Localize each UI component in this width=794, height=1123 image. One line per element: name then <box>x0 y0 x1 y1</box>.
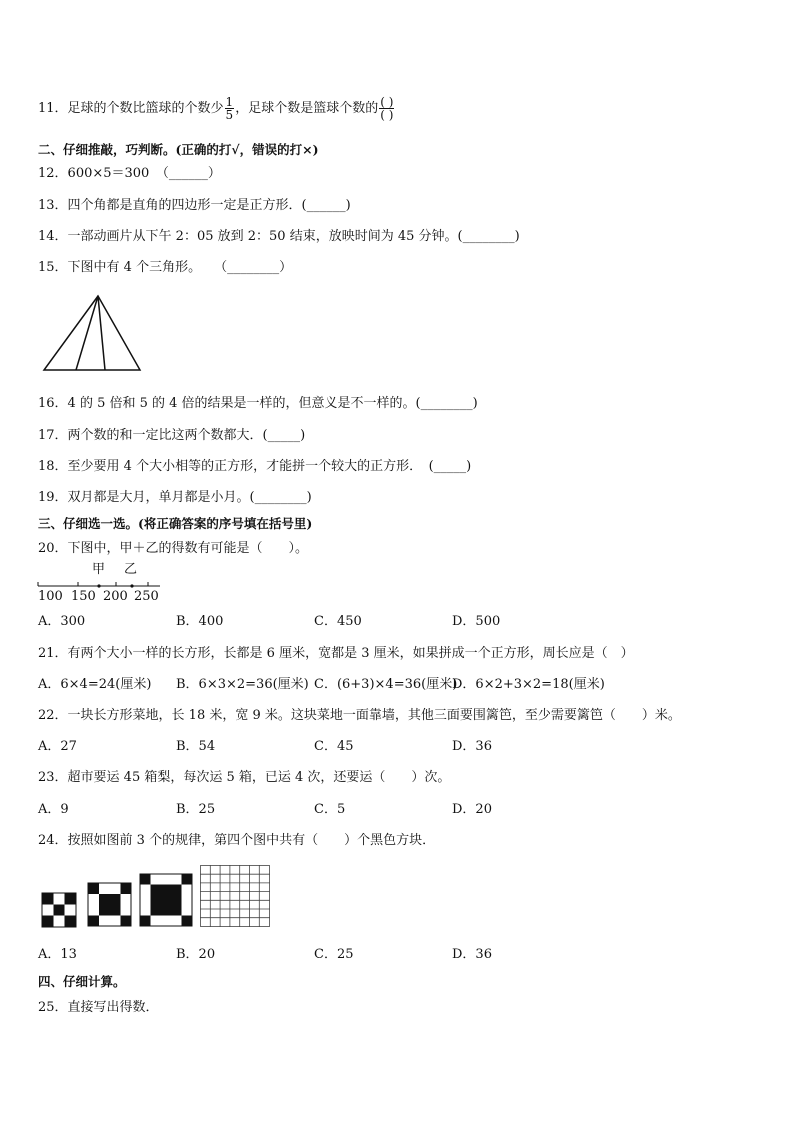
tick-200: 200 <box>103 589 128 604</box>
pattern-figure-3 <box>140 874 192 926</box>
pattern-figure-4-grid <box>200 865 270 927</box>
q21-option-d: D．6×2+3×2=18(厘米) <box>452 677 605 692</box>
triangle-figure <box>42 294 142 372</box>
question-24: 24．按照如图前 3 个的规律，第四个图中共有（ ）个黑色方块． <box>38 833 436 848</box>
q20-option-b: B．400 <box>176 614 224 629</box>
q22-option-b: B．54 <box>176 739 216 754</box>
answer-fraction: $\frac{( )}{( )}$ <box>380 95 394 122</box>
question-13: 13．四个角都是直角的四边形一定是正方形．(______) <box>38 198 351 213</box>
question-17: 17．两个数的和一定比这两个数都大．(_____) <box>38 428 306 443</box>
q23-option-a: A．9 <box>38 802 69 817</box>
fraction-one-fifth: $\frac{1}{5}$ <box>225 95 234 122</box>
question-18: 18．至少要用 4 个大小相等的正方形，才能拼一个较大的正方形． (_____) <box>38 459 472 474</box>
q20-option-c: C．450 <box>314 614 362 629</box>
section-3-heading: 三、仔细选一选。(将正确答案的序号填在括号里) <box>38 516 313 531</box>
q20-option-a: A．300 <box>38 614 86 629</box>
q22-option-d: D．36 <box>452 739 492 754</box>
q23-option-c: C．5 <box>314 802 346 817</box>
tick-250: 250 <box>134 589 159 604</box>
question-19: 19．双月都是大月，单月都是小月。(________) <box>38 490 312 505</box>
section-4-heading: 四、仔细计算。 <box>38 974 126 989</box>
question-20: 20．下图中，甲＋乙的得数有可能是（ ）。 <box>38 541 309 556</box>
question-14: 14．一部动画片从下午 2：05 放到 2：50 结束，放映时间为 45 分钟。(________) <box>38 229 520 244</box>
question-21: 21．有两个大小一样的长方形，长都是 6 厘米，宽都是 3 厘米，如果拼成一个正方形，周长应是（ ） <box>38 646 634 661</box>
question-22: 22．一块长方形菜地，长 18 米，宽 9 米。这块菜地一面靠墙，其他三面要围篱笆，至少需要篱笆（ ）米。 <box>38 708 681 723</box>
q24-option-c: C．25 <box>314 947 354 962</box>
q21-option-c: C．(6+3)×4=36(厘米) <box>314 677 458 692</box>
q24-option-d: D．36 <box>452 947 492 962</box>
question-11 <box>38 96 395 121</box>
q24-option-a: A．13 <box>38 947 77 962</box>
question-15: 15．下图中有 4 个三角形。 （________） <box>38 260 293 275</box>
pattern-figure-2 <box>88 883 131 926</box>
tick-150: 150 <box>71 589 96 604</box>
q21-option-a: A．6×4=24(厘米) <box>38 677 152 692</box>
q11-text: 11．足球的个数比篮球的个数少 <box>38 101 224 116</box>
q22-option-a: A．27 <box>38 739 77 754</box>
pattern-figure-1 <box>42 893 76 927</box>
label-jia: 甲 <box>92 562 106 577</box>
q11-text-2: ，足球个数是篮球个数的 <box>235 101 379 116</box>
question-12: 12．600×5＝300 （______） <box>38 166 221 181</box>
question-16: 16．4 的 5 倍和 5 的 4 倍的结果是一样的，但意义是不一样的。(________) <box>38 396 478 411</box>
section-2-heading: 二、仔细推敲，巧判断。(正确的打√，错误的打×) <box>38 142 319 157</box>
q23-option-d: D．20 <box>452 802 492 817</box>
q21-option-b: B．6×3×2=36(厘米) <box>176 677 309 692</box>
label-yi: 乙 <box>124 562 138 577</box>
q23-option-b: B．25 <box>176 802 216 817</box>
question-23: 23．超市要运 45 箱梨，每次运 5 箱，已运 4 次，还要运（ ）次。 <box>38 770 451 785</box>
q20-option-d: D．500 <box>452 614 501 629</box>
q24-option-b: B．20 <box>176 947 216 962</box>
question-25: 25．直接写出得数． <box>38 1000 159 1015</box>
tick-100: 100 <box>38 589 63 604</box>
q22-option-c: C．45 <box>314 739 354 754</box>
